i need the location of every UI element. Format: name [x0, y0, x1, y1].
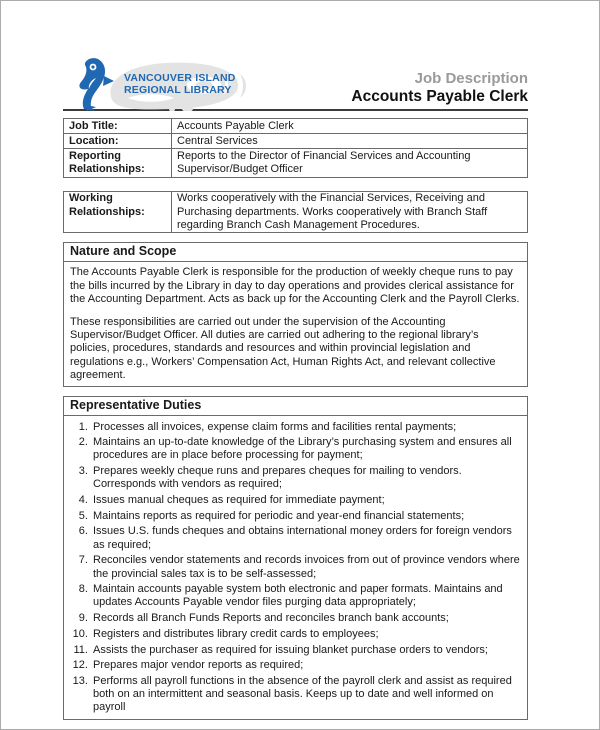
table-row-reporting-relationships [64, 149, 528, 177]
nature-and-scope-heading: Nature and Scope [64, 243, 527, 262]
location-label: Location: [64, 134, 172, 149]
section-representative-duties [63, 396, 528, 720]
job-title-label: Job Title: [64, 119, 172, 134]
nature-scope-paragraph-2: These responsibilities are carried out under the supervision of the Accounting Supervisor/Budget Officer. All duties are carried out adhering to the regional library’s policies, procedures, standards and resources and within provincial legislation and regulations e.g., Workers’ Compensation Act, Human Rights Act, and relevant collective agreement. [70, 316, 496, 381]
page-title: Accounts Payable Clerk [351, 88, 528, 105]
duty-item: 10. Registers and distributes library credit cards to employees; [91, 628, 521, 641]
duty-item: 4. Issues manual cheques as required for immediate payment; [91, 494, 521, 507]
duty-item: 7. Reconciles vendor statements and records invoices from out of province vendors where the provincial sales tax is to be self-assessed; [91, 554, 521, 580]
document-content [63, 58, 528, 720]
job-title-value: Accounts Payable Clerk [172, 119, 528, 134]
duty-item: 11. Assists the purchaser as required for issuing blanket purchase orders to vendors; [91, 644, 521, 657]
nature-scope-paragraph-1: The Accounts Payable Clerk is responsible for the production of weekly cheque runs to pay the bills incurred by the Library in day to day operations and provides clerical assistance for the Accounting Department. Acts as back up for the Accounting Clerk and the Payroll Clerks. [70, 266, 520, 305]
duty-item: 3. Prepares weekly cheque runs and prepares cheques for mailing to vendors. Corresponds with vendors as required; [91, 465, 521, 491]
logo-line1: VANCOUVER ISLAND [124, 72, 236, 84]
reporting-relationships-value: Reports to the Director of Financial Services and Accounting Supervisor/Budget Officer [172, 149, 528, 177]
table-row-location [64, 134, 528, 149]
doc-type-label: Job Description [414, 70, 528, 87]
representative-duties-body [64, 416, 527, 719]
library-logo [76, 58, 246, 111]
table-row-working-relationships [64, 191, 528, 233]
duty-item: 9. Records all Branch Funds Reports and reconciles branch bank accounts; [91, 612, 521, 625]
document-header [63, 58, 528, 111]
table-row-job-title [64, 119, 528, 134]
working-relationships-table [63, 191, 528, 234]
duty-item: 1. Processes all invoices, expense claim forms and facilities rental payments; [91, 421, 521, 434]
duty-item: 2. Maintains an up-to-date knowledge of the Library’s purchasing system and ensures all procedures are in place before processing for payment; [91, 436, 521, 462]
working-relationships-value: Works cooperatively with the Financial Services, Receiving and Purchasing departments. Works cooperatively with Branch Staff regarding Branch Cash Management Procedures. [172, 191, 528, 233]
duty-item: 5. Maintains reports as required for periodic and year-end financial statements; [91, 510, 521, 523]
duty-item: 8. Maintain accounts payable system both electronic and paper formats. Maintains and updates Accounts Payable vendor files purging data appropriately; [91, 583, 521, 609]
duty-item: 6. Issues U.S. funds cheques and obtains international money orders for foreign vendors as required; [91, 525, 521, 551]
representative-duties-heading: Representative Duties [64, 397, 527, 416]
duty-item: 13. Performs all payroll functions in the absence of the payroll clerk and assist as required both on an intermittent and seasonal basis. Keeps up to date and well informed on payroll [91, 675, 521, 715]
reporting-relationships-label: Reporting Relationships: [64, 149, 172, 177]
working-relationships-label: Working Relationships: [64, 191, 172, 233]
duties-list [70, 421, 521, 715]
header-titles [351, 70, 528, 106]
duty-item: 12. Prepares major vendor reports as required; [91, 659, 521, 672]
section-nature-and-scope [63, 242, 528, 387]
job-info-table [63, 118, 528, 178]
logo-line2: REGIONAL LIBRARY [124, 84, 232, 96]
library-logo-text [124, 72, 236, 96]
nature-and-scope-body [64, 262, 527, 386]
location-value: Central Services [172, 134, 528, 149]
